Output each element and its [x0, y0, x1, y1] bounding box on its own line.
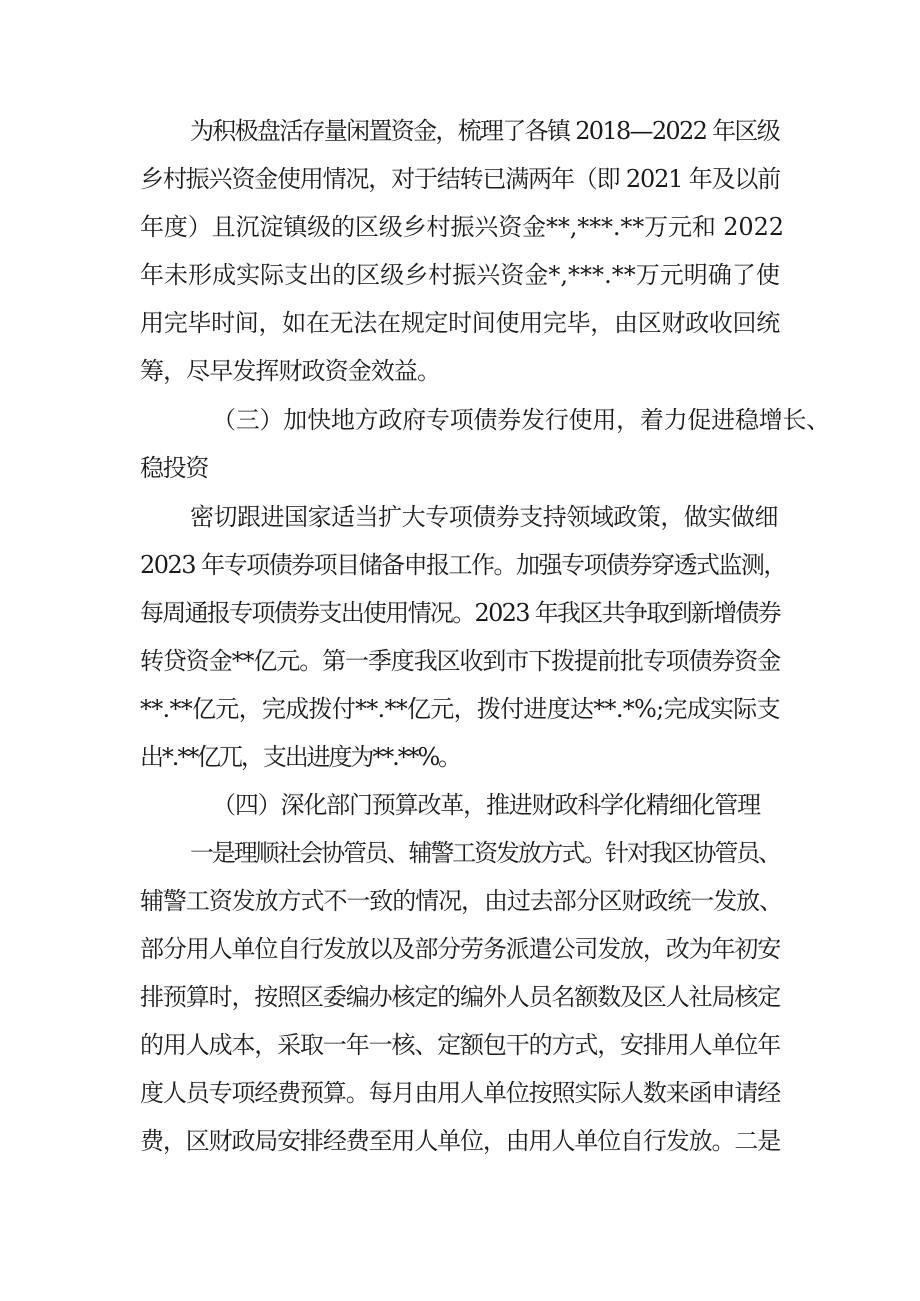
- paragraph-3-line-5: 的用人成本，采取一年一核、定额包干的方式，安排用人单位年: [140, 1031, 781, 1059]
- paragraph-3-line-2: 辅警工资发放方式不一致的情况，由过去部分区财政统一发放、: [140, 887, 783, 915]
- paragraph-1-line-6: 筹，尽早发挥财政资金效益。: [140, 357, 441, 385]
- paragraph-2-line-4: 转贷资金**亿元。第一季度我区收到市下拨提前批专项债券资金: [140, 647, 781, 675]
- paragraph-1-line-5: 用完毕时间，如在无法在规定时间使用完毕，由区财政收回统: [140, 309, 780, 337]
- paragraph-2-line-2: 2023 年专项债券项目储备申报工作。加强专项债券穿透式监测，: [140, 551, 786, 579]
- paragraph-2-line-6: 出*.**亿兀，支出进度为**.**%。: [140, 743, 461, 771]
- section-3-heading-line-2: 稳投资: [140, 454, 209, 482]
- paragraph-1-line-3: 年度）且沉淀镇级的区级乡村振兴资金**,***.**万元和 2022: [140, 213, 784, 241]
- paragraph-3-line-1: 一是理顺社会协管员、辅警工资发放方式。针对我区协管员、: [190, 839, 780, 867]
- paragraph-1-line-4: 年未形成实际支出的区级乡村振兴资金*,***.**万元明确了使: [140, 261, 780, 289]
- paragraph-3-line-4: 排预算时，按照区委编办核定的编外人员名额数及区人社局核定: [140, 983, 781, 1011]
- section-3-heading-line-1: （三）加快地方政府专项债券发行使用，着力促进稳增长、: [212, 406, 831, 434]
- section-4-heading: （四）深化部门预算改革，推进财政科学化精细化管理: [212, 791, 760, 819]
- paragraph-2-line-5: **.**亿元，完成拨付**.**亿元，拨付进度达**.*%;完成实际支: [140, 695, 780, 723]
- paragraph-3-line-6: 度人员专项经费预算。每月由用人单位按照实际人数来函申请经: [140, 1079, 781, 1107]
- paragraph-2-line-3: 每周通报专项债券支出使用情况。2023 年我区共争取到新增债券: [140, 599, 781, 627]
- paragraph-2-line-1: 密切跟进国家适当扩大专项债券支持领域政策，做实做细: [190, 503, 778, 531]
- paragraph-3-line-3: 部分用人单位自行发放以及部分劳务派遣公司发放，改为年初安: [140, 935, 781, 963]
- paragraph-1-line-1: 为积极盘活存量闲置资金，梳理了各镇 2018—2022 年区级: [190, 117, 780, 145]
- paragraph-1-line-2: 乡村振兴资金使用情况，对于结转已满两年（即 2021 年及以前: [140, 165, 781, 193]
- paragraph-3-line-7: 费，区财政局安排经费至用人单位，由用人单位自行发放。二是: [140, 1127, 781, 1155]
